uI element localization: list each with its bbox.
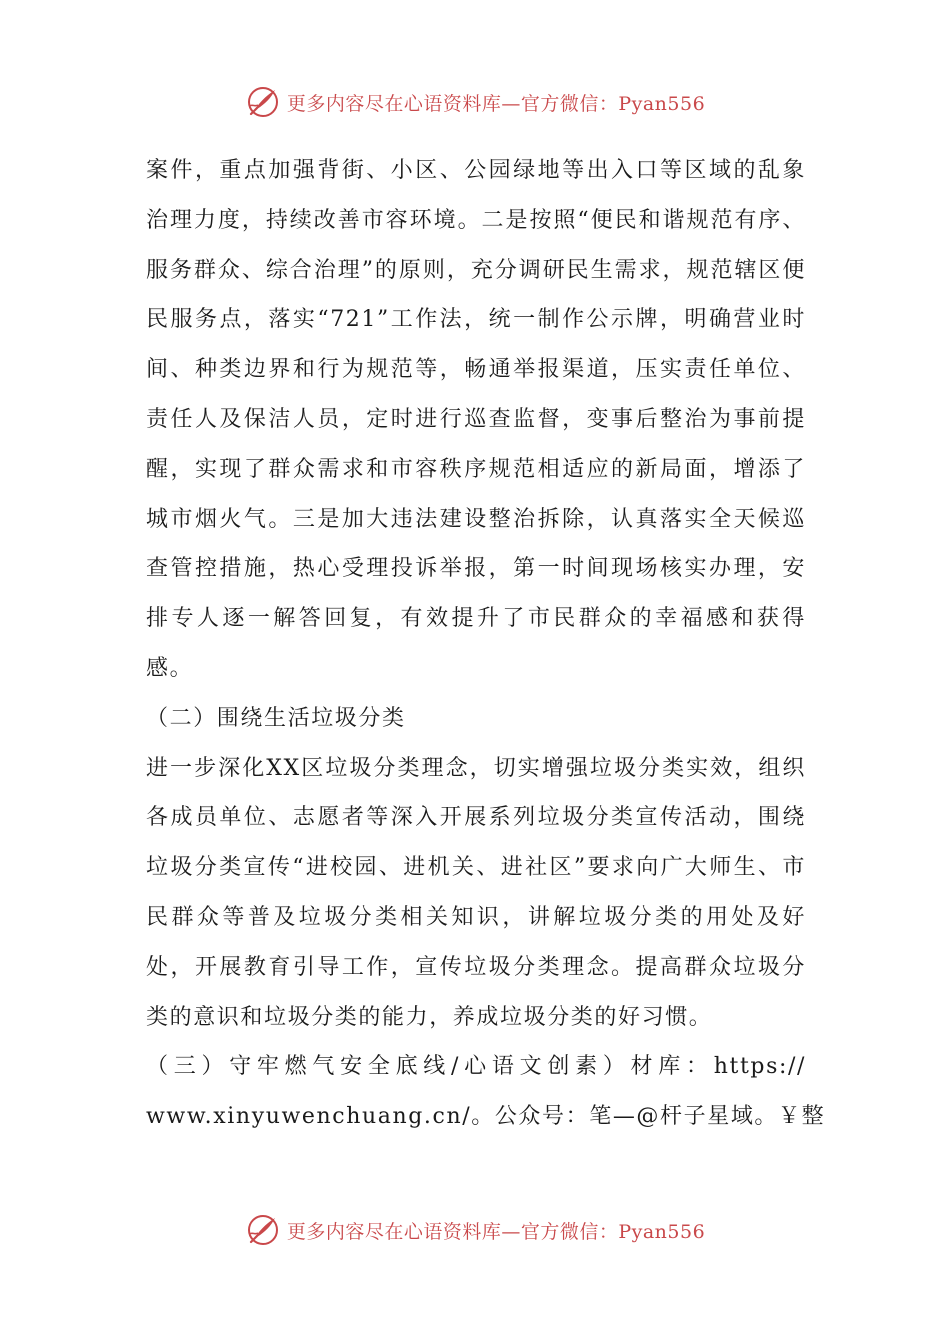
header-banner	[0, 82, 950, 122]
section-heading-3-line-2: www.xinyuwenchuang.cn/。公众号：笔—@杆子星域。￥整	[146, 1104, 826, 1130]
section-heading-3-line-1: （三）守牢燃气安全底线/心语文创素）材库：https://	[146, 1054, 806, 1080]
footer-banner-text: 更多内容尽在心语资料库—官方微信：Pyan556	[286, 1220, 706, 1243]
body-paragraph-2: 进一步深化XX区垃圾分类理念，切实增强垃圾分类实效，组织各成员单位、志愿者等深入开展系列垃圾分类宣传活动，围绕垃圾分类宣传“进校园、进机关、进社区”要求向广大师生、市民群众等普及垃圾分类相关知识，讲解垃圾分类的用处及好处，开展教育引导工作，宣传垃圾分类理念。提高群众垃圾分类的意识和垃圾分类的能力，养成垃圾分类的好习惯。	[146, 755, 806, 1030]
body-paragraph-1: 案件，重点加强背街、小区、公园绿地等出入口等区域的乱象治理力度，持续改善市容环境。二是按照“便民和谐规范有序、服务群众、综合治理”的原则，充分调研民生需求，规范辖区便民服务点，落实“721”工作法，统一制作公示牌，明确营业时间、种类边界和行为规范等，畅通举报渠道，压实责任单位、责任人及保洁人员，定时进行巡查监督，变事后整治为事前提醒，实现了群众需求和市容秩序规范相适应的新局面，增添了城市烟火气。三是加大违法建设整治拆除，认真落实全天候巡查管控措施，热心受理投诉举报，第一时间现场核实办理，安排专人逐一解答回复，有效提升了市民群众的幸福感和获得感。	[146, 158, 806, 681]
quill-pen-logo-icon	[245, 84, 281, 120]
header-banner-text: 更多内容尽在心语资料库—官方微信：Pyan556	[286, 92, 706, 115]
document-body	[146, 146, 826, 1142]
footer-banner-inner	[245, 1212, 705, 1248]
section-heading-2: （二）围绕生活垃圾分类	[146, 705, 406, 731]
footer-banner	[0, 1210, 950, 1250]
quill-pen-logo-icon	[245, 1212, 281, 1248]
header-banner-inner	[245, 84, 705, 120]
